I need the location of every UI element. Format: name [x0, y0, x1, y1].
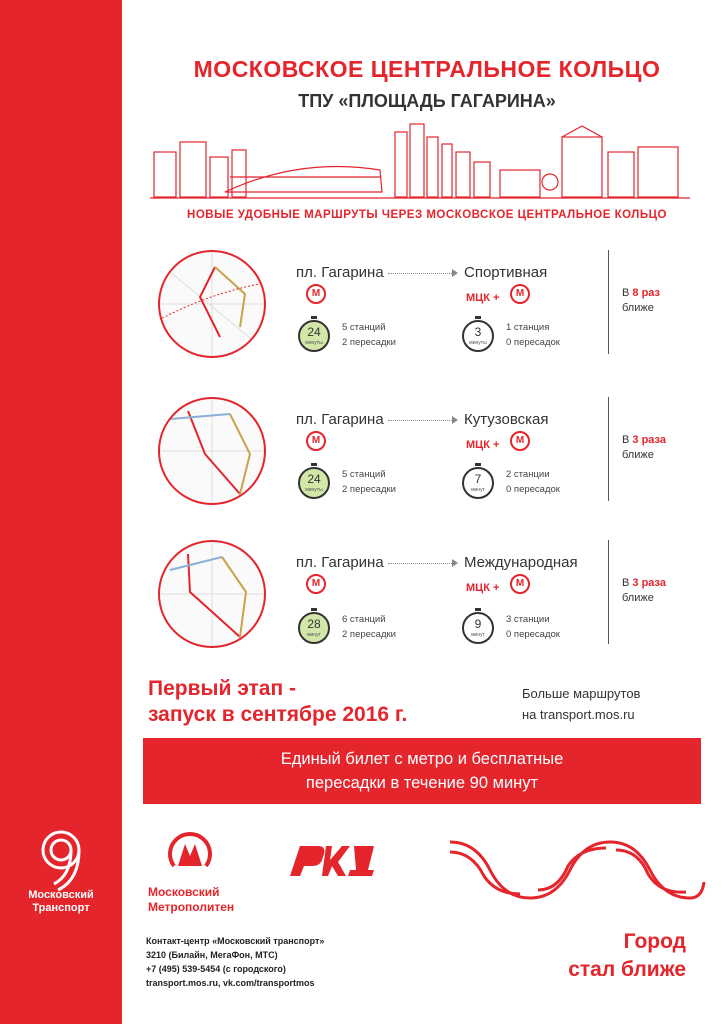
stopwatch-icon	[462, 320, 494, 352]
stopwatch-icon	[462, 467, 494, 499]
metro-icon: М	[306, 431, 326, 451]
station-count: 5 станций	[342, 469, 386, 480]
arrow-right-icon	[388, 563, 456, 564]
time-unit: минуты	[469, 340, 487, 346]
origin-station: пл. Гагарина	[296, 411, 384, 428]
moscow-metro-logo-icon	[166, 828, 214, 878]
closer-note: В 8 раз ближе	[622, 287, 661, 314]
launch-stage-heading: Первый этап - запуск в сентябре 2016 г.	[148, 677, 408, 726]
route-card-kutuzovskaya	[150, 397, 710, 517]
time-unit: минуты	[305, 340, 323, 346]
single-ticket-banner: Единый билет с метро и бесплатные пересадки в течение 90 минут	[143, 738, 701, 804]
origin-station: пл. Гагарина	[296, 554, 384, 571]
contact-info	[146, 934, 324, 990]
closer-note: В 3 раза ближе	[622, 434, 666, 461]
destination-station: Спортивная	[464, 264, 548, 281]
destination-station: Международная	[464, 554, 578, 571]
metro-stats	[342, 320, 396, 350]
metro-stats	[342, 612, 396, 642]
metro-time: 28	[307, 617, 321, 631]
arrow-right-icon	[388, 420, 456, 421]
city-skyline-illustration	[150, 122, 690, 202]
slogan: Город стал ближе	[568, 930, 686, 981]
contact-line: +7 (495) 539-5454 (с городского)	[146, 964, 286, 974]
route-card-mezhdunarodnaya	[150, 540, 710, 660]
contact-line: 3210 (Билайн, МегаФон, МТС)	[146, 950, 278, 960]
metro-time: 24	[307, 325, 321, 339]
contact-line: Контакт-центр «Московский транспорт»	[146, 936, 325, 946]
route-card-sportivnaya	[150, 250, 710, 370]
metro-icon: М	[510, 574, 530, 594]
route-map	[158, 250, 266, 358]
time-unit: минут	[307, 632, 321, 638]
metro-icon: М	[306, 574, 326, 594]
mcc-label: МЦК +	[466, 439, 500, 451]
origin-station: пл. Гагарина	[296, 264, 384, 281]
mcc-label: МЦК +	[466, 582, 500, 594]
destination-station: Кутузовская	[464, 411, 549, 428]
arrow-right-icon	[388, 273, 456, 274]
time-unit: минуты	[305, 487, 323, 493]
transfer-count: 0 пересадок	[506, 629, 560, 640]
contact-links[interactable]: transport.mos.ru, vk.com/transportmos	[146, 978, 315, 988]
page-title: МОСКОВСКОЕ ЦЕНТРАЛЬНОЕ КОЛЬЦО	[193, 56, 661, 82]
route-map	[158, 397, 266, 505]
stopwatch-icon	[298, 320, 330, 352]
mcc-time: 3	[474, 325, 482, 339]
divider	[608, 540, 609, 644]
tagline: НОВЫЕ УДОБНЫЕ МАРШРУТЫ ЧЕРЕЗ МОСКОВСКОЕ ЦЕНТРАЛЬНОЕ КОЛЬЦО	[187, 209, 667, 221]
stopwatch-icon	[298, 467, 330, 499]
metro-stats	[342, 467, 396, 497]
transfer-count: 2 пересадки	[342, 484, 396, 495]
station-count: 1 станция	[506, 322, 550, 333]
station-count: 2 станции	[506, 469, 550, 480]
page-subtitle: ТПУ «ПЛОЩАДЬ ГАГАРИНА»	[298, 91, 556, 111]
station-count: 5 станций	[342, 322, 386, 333]
rzd-logo-icon	[282, 840, 382, 880]
transfer-count: 2 пересадки	[342, 629, 396, 640]
divider	[608, 250, 609, 354]
metro-icon: М	[510, 431, 530, 451]
moscow-transport-name: Московский Транспорт	[28, 889, 94, 914]
stopwatch-icon	[298, 612, 330, 644]
mcc-stats	[506, 467, 560, 497]
metro-icon: М	[306, 284, 326, 304]
mcc-time: 9	[474, 617, 482, 631]
mcc-stats	[506, 320, 560, 350]
stopwatch-icon	[462, 612, 494, 644]
moscow-metro-name: Московский Метрополитен	[148, 885, 235, 914]
more-routes-note: Больше маршрутов на transport.mos.ru	[522, 683, 640, 725]
mcc-label: МЦК +	[466, 292, 500, 304]
metro-time: 24	[307, 472, 321, 486]
metro-icon: М	[510, 284, 530, 304]
station-count: 3 станции	[506, 614, 550, 625]
mos-logo-icon	[446, 832, 708, 902]
transfer-count: 0 пересадок	[506, 337, 560, 348]
transfer-count: 2 пересадки	[342, 337, 396, 348]
mcc-time: 7	[474, 472, 482, 486]
mcc-stats	[506, 612, 560, 642]
transport-link[interactable]: на transport.mos.ru	[522, 707, 635, 722]
route-map	[158, 540, 266, 648]
time-unit: минут	[471, 632, 485, 638]
closer-note: В 3 раза ближе	[622, 577, 666, 604]
transfer-count: 0 пересадок	[506, 484, 560, 495]
station-count: 6 станций	[342, 614, 386, 625]
divider	[608, 397, 609, 501]
time-unit: минут	[471, 487, 485, 493]
